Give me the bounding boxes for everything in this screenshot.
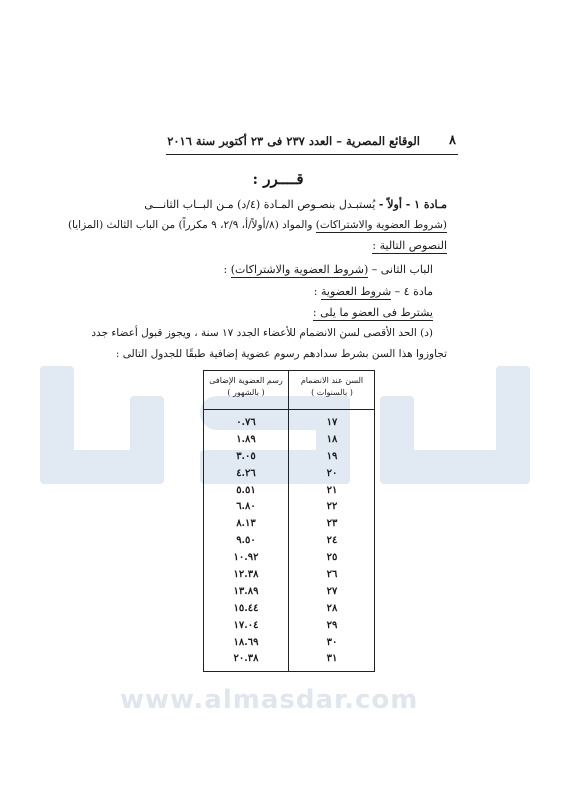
fee-cell: ١٧.٠٤ bbox=[233, 619, 259, 631]
table-row bbox=[204, 485, 374, 502]
article-line bbox=[144, 198, 447, 211]
table-row bbox=[204, 620, 374, 637]
table-row bbox=[204, 637, 374, 654]
fee-cell: ١٥.٤٤ bbox=[233, 602, 259, 614]
fee-header-unit: ( بالشهور ) bbox=[227, 388, 265, 397]
age-cell: ١٩ bbox=[326, 450, 338, 462]
age-header-unit: ( بالسنوات ) bbox=[311, 388, 353, 397]
fee-header-label: رسم العضوية الإضافى bbox=[209, 376, 283, 385]
table-row bbox=[204, 569, 374, 586]
age-cell: ٢١ bbox=[326, 484, 338, 496]
member-requirements: يشترط فى العضو ما يلى : bbox=[312, 306, 433, 319]
body-line-2 bbox=[68, 219, 447, 231]
table-rows bbox=[204, 417, 374, 670]
table-row bbox=[204, 501, 374, 518]
fee-cell: ١.٨٩ bbox=[236, 433, 256, 445]
body-line-6 bbox=[313, 306, 433, 319]
table-row bbox=[204, 518, 374, 535]
article-four-suffix: : bbox=[313, 285, 318, 298]
article-four-prefix: مادة ٤ – bbox=[394, 285, 433, 298]
fee-cell: ٣.٠٥ bbox=[236, 450, 256, 462]
fee-cell: ٠.٧٦ bbox=[236, 417, 256, 428]
table-row bbox=[204, 451, 374, 468]
age-cell: ٢٨ bbox=[326, 602, 338, 614]
article-four-line bbox=[314, 285, 433, 298]
age-cell: ٢٣ bbox=[326, 518, 338, 530]
table-row bbox=[204, 535, 374, 552]
age-column-header bbox=[290, 375, 374, 399]
age-cell: ٢٥ bbox=[326, 552, 338, 564]
fee-cell: ٥.٥١ bbox=[236, 484, 256, 496]
age-cell: ٢٦ bbox=[326, 569, 338, 581]
header-title: الوقائع المصرية – العدد ٢٣٧ فى ٢٣ أكتوبر سنة ٢٠١٦ bbox=[167, 134, 420, 148]
decree-heading: قــــرر : bbox=[252, 170, 304, 188]
chapter-two-suffix: : bbox=[223, 263, 228, 276]
fee-cell: ١٣.٨٩ bbox=[233, 585, 259, 597]
page-header bbox=[168, 133, 456, 151]
fee-column-header bbox=[204, 375, 288, 399]
table-row bbox=[204, 434, 374, 451]
age-cell: ٣٠ bbox=[326, 636, 338, 648]
age-cell: ٢٩ bbox=[326, 619, 338, 631]
fee-cell: ١٨.٦٩ bbox=[233, 636, 259, 648]
fee-cell: ٤.٢٦ bbox=[236, 467, 256, 479]
membership-conditions-ref: (شروط العضوية والاشتراكات) bbox=[315, 219, 447, 231]
table-row bbox=[204, 603, 374, 620]
chapter-two-line bbox=[224, 263, 433, 276]
fee-cell: ٨.١٣ bbox=[236, 518, 256, 530]
header-divider bbox=[166, 154, 458, 155]
age-cell: ١٨ bbox=[326, 433, 338, 445]
fee-cell: ١٢.٣٨ bbox=[233, 569, 259, 581]
age-cell: ١٧ bbox=[326, 417, 338, 428]
fees-table bbox=[203, 370, 375, 672]
body-line-2-rest: والمواد (٨/أولاً/أ، ٢/٩، ٩ مكرراً) من الباب الثالث (المزايا) bbox=[67, 219, 313, 231]
age-cell: ٢٢ bbox=[326, 501, 338, 513]
age-header-label: السن عند الانضمام bbox=[300, 376, 364, 385]
fee-cell: ٢٠.٣٨ bbox=[233, 653, 259, 665]
table-row bbox=[204, 552, 374, 569]
article-four-title: شروط العضوية bbox=[321, 285, 392, 298]
watermark-url: www.almasdar.com bbox=[120, 685, 419, 715]
age-cell: ٢٧ bbox=[326, 585, 338, 597]
body-line-8: تجاوزوا هذا السن بشرط سدادهم رسوم عضوية إضافية طبقًا للجدول التالى : bbox=[115, 348, 447, 360]
article-label: مـادة ١ - أولاً - bbox=[378, 198, 447, 211]
table-row bbox=[204, 417, 374, 434]
age-cell: ٣١ bbox=[326, 653, 338, 665]
table-row bbox=[204, 468, 374, 485]
age-cell: ٢٠ bbox=[326, 467, 338, 479]
header-divider-line bbox=[204, 409, 374, 410]
table-row bbox=[204, 653, 374, 670]
following-texts: النصوص التالية : bbox=[372, 239, 447, 252]
body-line-3 bbox=[372, 239, 447, 252]
chapter-two-prefix: الباب الثانى – bbox=[371, 263, 433, 276]
fee-cell: ٦.٨٠ bbox=[236, 501, 256, 513]
body-line-7: (د) الحد الأقصى لسن الانضمام للأعضاء الجدد ١٧ سنة ، ويجوز قبول أعضاء جدد bbox=[91, 327, 433, 339]
page-number: ٨ bbox=[449, 133, 456, 148]
article-text: يُستبـدل بنصـوص المـادة (٤/د) مـن البــاب الثانـــى bbox=[144, 198, 376, 211]
fee-cell: ٩.٥٠ bbox=[236, 535, 256, 547]
fee-cell: ١٠.٩٢ bbox=[233, 552, 259, 564]
table-row bbox=[204, 586, 374, 603]
chapter-two-title: (شروط العضوية والاشتراكات) bbox=[230, 263, 369, 276]
age-cell: ٢٤ bbox=[326, 535, 338, 547]
